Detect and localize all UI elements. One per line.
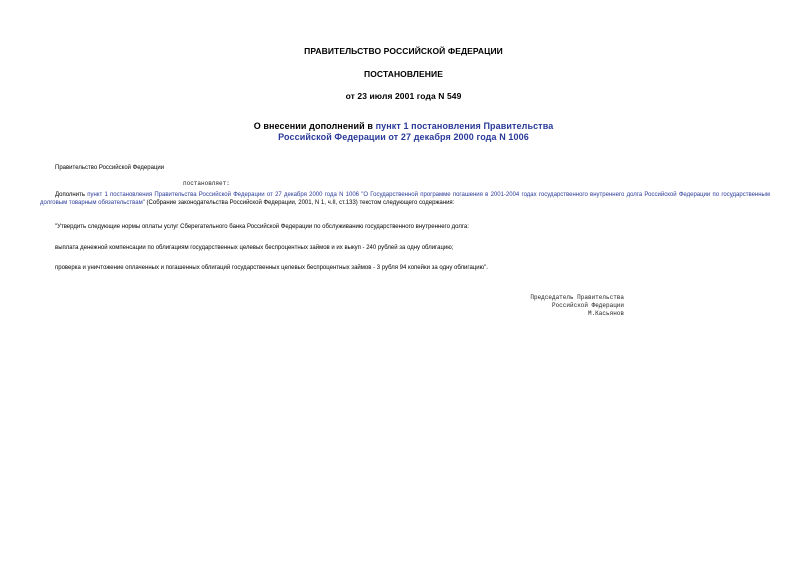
main-suffix: (Собрание законодательства Российской Федерации, 2001, N 1, ч.II, ст.133) текстом следующего содержания: bbox=[144, 200, 455, 206]
signature-block bbox=[470, 294, 624, 318]
title-prefix: О внесении дополнений в bbox=[253, 121, 376, 131]
date-number-heading: от 23 июля 2001 года N 549 bbox=[345, 91, 462, 101]
title-link-line1[interactable]: пункт 1 постановления Правительства bbox=[375, 121, 554, 131]
quote-paragraph-3: проверка и уничтожение оплаченных и погашенных облигаций государственных целевых беспроцентных займов - 3 рубля 94 копейки за одну облигацию". bbox=[55, 265, 488, 271]
government-line: Правительство Российской Федерации bbox=[55, 165, 165, 171]
signature-org: Российской Федерации bbox=[551, 302, 624, 309]
main-link-program[interactable]: "О Государственной программе погашения в 2001-2004 годах государственного внутреннего долга Российской Федерации по государственным долговым товарным обязательствам" bbox=[40, 192, 770, 206]
title-link-line2[interactable]: Российской Федерации от 27 декабря 2000 года N 1006 bbox=[278, 132, 529, 142]
decrees-line: постановляет: bbox=[183, 180, 230, 187]
quote-paragraph-2: выплата денежной компенсации по облигациям государственных целевых беспроцентных займов и их выкуп - 240 рублей за одну облигацию; bbox=[55, 245, 454, 251]
main-link-resolution[interactable]: пункт 1 постановления Правительства Российской Федерации от 27 декабря 2000 года N 1006 bbox=[87, 192, 359, 198]
government-heading: ПРАВИТЕЛЬСТВО РОССИЙСКОЙ ФЕДЕРАЦИИ bbox=[304, 46, 503, 56]
main-prefix: Дополнить bbox=[55, 192, 88, 198]
signature-name: М.Касьянов bbox=[587, 310, 624, 317]
quote-paragraph-1: "Утвердить следующие нормы оплаты услуг Сберегательного банка Российской Федерации по обслуживанию государственного внутреннего долга: bbox=[55, 224, 469, 230]
main-paragraph bbox=[40, 191, 770, 207]
document-title bbox=[0, 121, 807, 143]
signature-title: Председатель Правительства bbox=[530, 294, 624, 301]
document-type-heading: ПОСТАНОВЛЕНИЕ bbox=[364, 69, 443, 79]
